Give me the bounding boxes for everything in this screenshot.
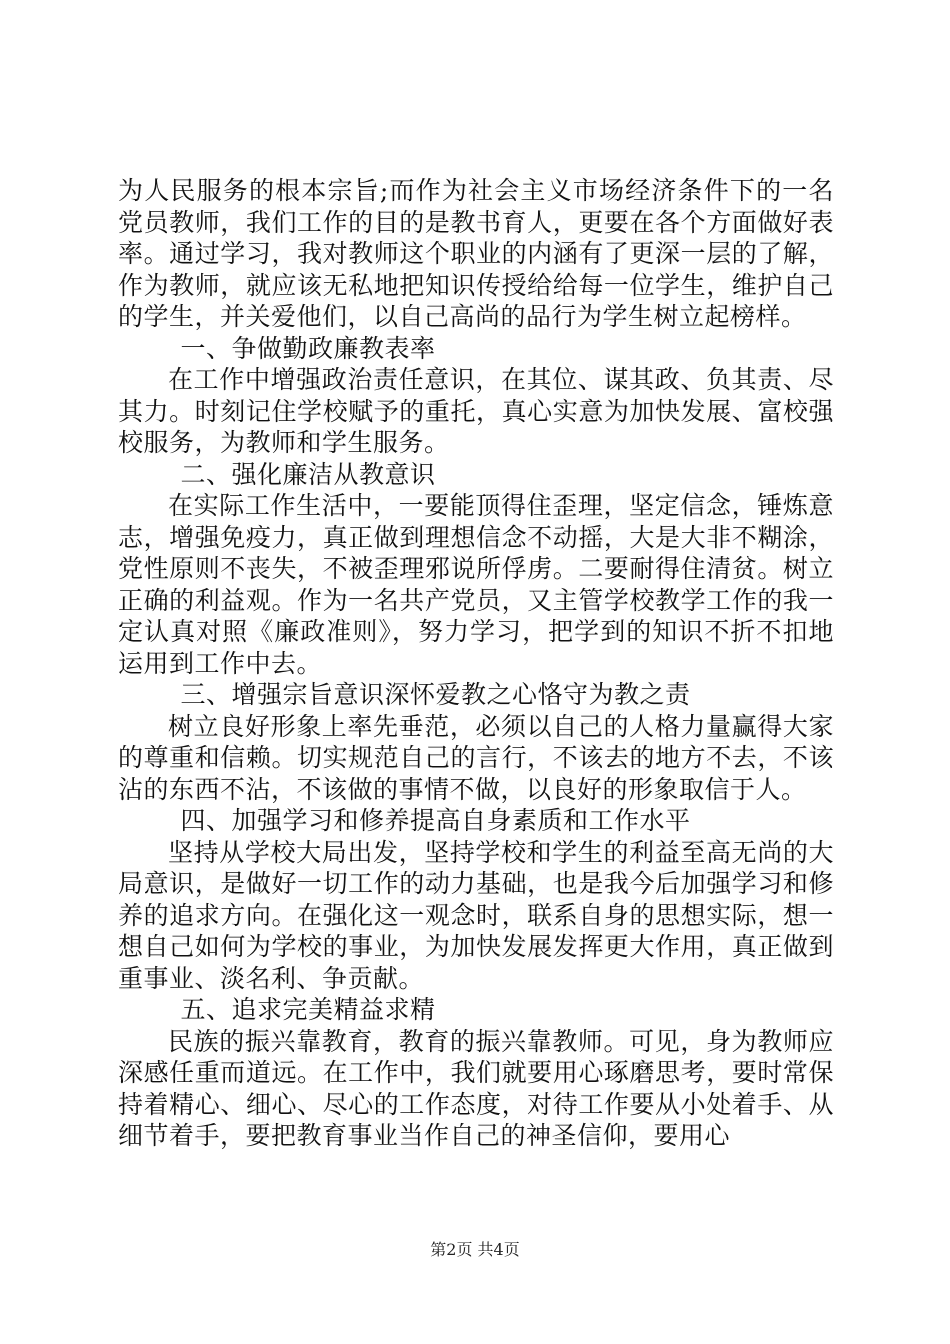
page-number-footer: 第2页 共4页 bbox=[430, 1240, 520, 1259]
paragraph-section-4: 坚持从学校大局出发，坚持学校和学生的利益至高无尚的大局意识，是做好一切工作的动力基础，也是我今后加强学习和修养的追求方向。在强化这一观念时，联系自身的思想实际，想一想自己如何为学校的事业，为加快发展发挥更大作用，真正做到重事业、淡名利、争贡献。 bbox=[118, 837, 834, 993]
paragraph-intro: 为人民服务的根本宗旨;而作为社会主义市场经济条件下的一名党员教师，我们工作的目的是教书育人，更要在各个方面做好表率。通过学习，我对教师这个职业的内涵有了更深一层的了解，作为教师，就应该无私地把知识传授给给每一位学生，维护自己的学生，并关爱他们，以自己高尚的品行为学生树立起榜样。 bbox=[118, 176, 834, 331]
section-heading-4: 四、加强学习和修养提高自身素质和工作水平 bbox=[180, 806, 691, 835]
section-heading-1: 一、争做勤政廉教表率 bbox=[180, 333, 436, 363]
section-heading-5: 五、追求完美精益求精 bbox=[180, 995, 436, 1024]
paragraph-section-1: 在工作中增强政治责任意识，在其位、谋其政、负其责、尽其力。时刻记住学校赋予的重托，真心实意为加快发展、富校强校服务，为教师和学生服务。 bbox=[118, 365, 834, 457]
section-heading-3: 三、增强宗旨意识深怀爱教之心恪守为教之责 bbox=[180, 680, 691, 709]
document-body bbox=[118, 175, 834, 1152]
section-heading-2: 二、强化廉洁从教意识 bbox=[180, 459, 436, 489]
paragraph-section-5: 民族的振兴靠教育，教育的振兴靠教师。可见，身为教师应深感任重而道远。在工作中，我们就要用心琢磨思考，要时常保持着精心、细心、尽心的工作态度，对待工作要从小处着手、从细节着手，要把教育事业当作自己的神圣信仰，要用心 bbox=[118, 1026, 834, 1150]
paragraph-section-3: 树立良好形象上率先垂范，必须以自己的人格力量赢得大家的尊重和信赖。切实规范自己的言行，不该去的地方不去，不该沾的东西不沾，不该做的事情不做，以良好的形象取信于人。 bbox=[118, 711, 834, 804]
paragraph-section-2: 在实际工作生活中，一要能顶得住歪理，坚定信念，锤炼意志，增强免疫力，真正做到理想信念不动摇，大是大非不糊涂，党性原则不丧失，不被歪理邪说所俘虏。二要耐得住清贫。树立正确的利益观。作为一名共产党员，又主管学校教学工作的我一定认真对照《廉政准则》，努力学习，把学到的知识不折不扣地运用到工作中去。 bbox=[118, 491, 834, 678]
